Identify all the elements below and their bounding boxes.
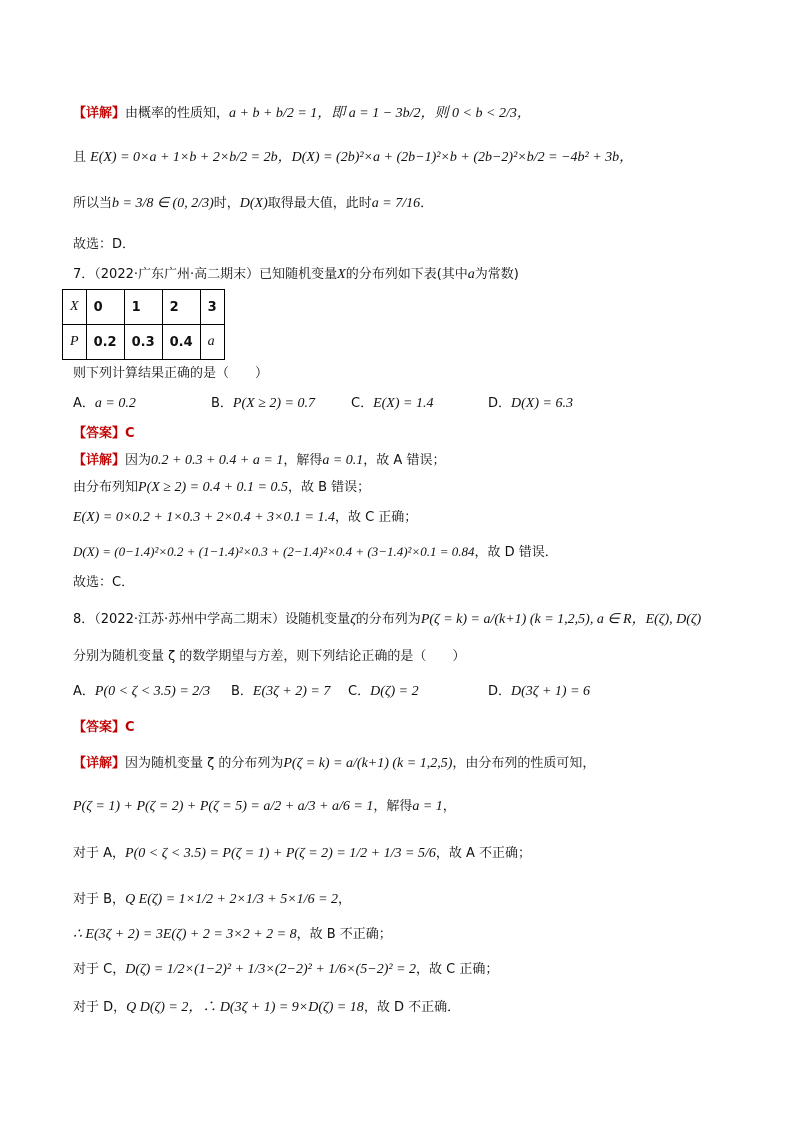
table-cell: 0.2 [86,325,124,360]
q8-answer-tag: 【答案】C [73,720,135,735]
math-expression: P(ζ = k) = a/(k+1) (k = 1,2,5), a ∈ R，E(ζ), D(ζ) [420,612,702,627]
q7-options [73,396,573,413]
q8-detail-line2 [73,799,456,816]
math-expression: a = 0.1 [322,453,364,468]
q8-detail-line5 [73,927,392,944]
q7-question: 则下列计算结果正确的是（ ） [73,366,269,381]
q7-detail-line2 [73,480,370,497]
stem-text: 为常数) [474,267,519,282]
detail-text: ， [338,892,352,907]
q8-stem-line1 [73,612,701,629]
q6-detail-line2 [73,150,633,167]
detail-text: ，解得 [373,799,413,814]
table-cell: 2 [162,290,200,325]
detail-text: ，由分布列的性质可知， [452,756,596,771]
stem-text: 的分布列为 [355,612,421,627]
math-expression: P(ζ = 1) + P(ζ = 2) + P(ζ = 5) = a/2 + a/3 + a/6 = 1 [73,799,374,814]
q6-answer-line: 故选：D． [73,237,136,252]
math-expression: D(ζ) = 1/2×(1−2)² + 1/3×(2−2)² + 1/6×(5−2)² = 2 [125,962,417,977]
detail-text: 取得最大值，此时 [267,196,372,211]
option-c: C．E(X) = 1.4 [351,396,434,411]
detail-text: ， [442,799,456,814]
option-a: A．a = 0.2 [73,396,136,411]
detail-text: ，解得 [283,453,323,468]
math-expression: Q D(ζ) = 2，∴ D(3ζ + 1) = 9×D(ζ) = 18 [126,1000,364,1015]
table-row [63,290,225,325]
stem-text: 8．（2022·江苏·苏州中学高二期末）设随机变量 [73,612,351,627]
math-expression: P(ζ = k) = a/(k+1) (k = 1,2,5) [283,756,453,771]
q8-detail-line7 [73,1000,460,1017]
q8-detail-line1 [73,756,595,773]
stem-text: 7．（2022·广东广州·高二期末）已知随机变量 [73,267,338,282]
math-expression: Q E(ζ) = 1×1/2 + 2×1/3 + 5×1/6 = 2 [125,892,339,907]
detail-text: 由概率的性质知， [125,106,230,121]
detail-text: 对于 B， [73,892,126,907]
q8-detail-line3 [73,846,531,863]
detail-text: ，故 D 不正确． [363,1000,461,1015]
math-var: X [337,267,346,282]
detail-tag: 【详解】 [73,106,126,121]
math-expression: P(0 < ζ < 3.5) = P(ζ = 1) + P(ζ = 2) = 1/2 + 1/3 = 5/6 [125,846,436,861]
option-b: B．P(X ≥ 2) = 0.7 [211,396,315,411]
math-expression: E(X) = 0×0.2 + 1×0.3 + 2×0.4 + 3×0.1 = 1.4 [73,510,335,525]
detail-text: 因为随机变量 ζ 的分布列为 [125,756,284,771]
detail-text: 对于 C， [73,962,126,977]
detail-text: 对于 A， [73,846,126,861]
math-var: ζ [350,612,356,627]
q7-answer-tag: 【答案】C [73,426,135,441]
q7-detail-line4 [73,544,558,561]
math-var: a [467,267,475,282]
math-expression: a = 1 [412,799,443,814]
option-c: C．D(ζ) = 2 [348,684,419,699]
detail-text: 所以当 [73,196,113,211]
detail-text: ，故 B 不正确； [296,927,392,942]
table-cell: a [200,325,224,360]
detail-text: 对于 D， [73,1000,127,1015]
q8-stem-line2: 分别为随机变量 ζ 的数学期望与方差，则下列结论正确的是（ ） [73,649,466,664]
detail-text: 时， [213,196,240,211]
table-cell: 0 [86,290,124,325]
detail-text: 因为 [125,453,152,468]
q7-answer-line: 故选：C． [73,575,135,590]
table-cell: 1 [124,290,162,325]
math-expression: ∴ E(3ζ + 2) = 3E(ζ) + 2 = 3×2 + 2 = 8 [73,927,297,942]
option-a: A．P(0 < ζ < 3.5) = 2/3 [73,684,211,699]
math-expression: 0.2 + 0.3 + 0.4 + a = 1 [151,453,284,468]
math-expression: E(X) = 0×a + 1×b + 2×b/2 = 2b，D(X) = (2b)²×a + (2b−1)²×b + (2b−2)²×b/2 = −4b² + 3b， [90,150,634,165]
detail-text: ，故 A 不正确； [435,846,532,861]
table-cell: 3 [200,290,224,325]
stem-text: 的分布列如下表(其中 [345,267,468,282]
option-d: D．D(X) = 6.3 [488,396,573,411]
table-cell: X [63,290,87,325]
option-b: B．E(3ζ + 2) = 7 [231,684,331,699]
detail-text: ，故 B 错误； [287,480,371,495]
q6-detail-line1 [73,106,531,123]
math-expression: D(X) = (0−1.4)²×0.2 + (1−1.4)²×0.3 + (2−1.4)²×0.4 + (3−1.4)²×0.1 = 0.84 [73,544,475,559]
detail-text: 且 [73,150,87,165]
q7-stem [73,267,519,284]
detail-text: ，故 A 错误； [363,453,446,468]
detail-tag: 【详解】 [73,756,126,771]
q8-detail-line6 [73,962,498,979]
detail-text: ，故 D 错误． [474,545,558,560]
option-d: D．D(3ζ + 1) = 6 [488,684,591,699]
detail-text: ． [420,196,434,211]
detail-tag: 【详解】 [73,453,126,468]
detail-text: ，故 C 正确； [416,962,499,977]
math-expression: P(X ≥ 2) = 0.4 + 0.1 = 0.5 [138,480,288,495]
table-cell: 0.3 [124,325,162,360]
detail-text: 由分布列知 [73,480,139,495]
math-expression: a = 7/16 [371,196,421,211]
q7-detail-line1 [73,453,445,470]
q8-detail-line4 [73,892,351,909]
table-cell: 0.4 [162,325,200,360]
detail-text: ，故 C 正确； [334,510,418,525]
q8-options [73,684,590,701]
q6-detail-line3 [73,196,433,213]
math-expression: b = 3/8 ∈ (0, 2/3) [112,196,214,211]
table-row [63,325,225,360]
distribution-table [62,289,225,360]
q7-detail-line3 [73,510,417,527]
math-expression: a + b + b/2 = 1，即 a = 1 − 3b/2，则 0 < b < 2/3， [229,106,531,121]
math-expression: D(X) [239,196,268,211]
table-cell: P [63,325,87,360]
